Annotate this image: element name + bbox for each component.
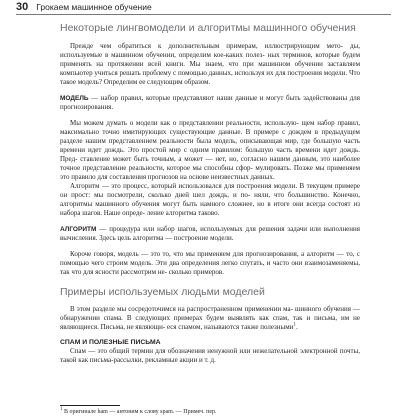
line: намного сложнее, но в итоге они всегда состоят из набора шагов. Наше опреде- — [60, 200, 361, 217]
page-body — [60, 22, 360, 365]
line: основе неизвестных данных. — [188, 173, 275, 181]
line: ставление может быть точным, а может — нет, но, согласно нашим данным, — [80, 155, 318, 163]
line: ление алгоритма таково. — [146, 209, 220, 217]
definition-text: — набор правил, которые представляют наши данные и могут быть — [88, 94, 301, 102]
paragraph-summary — [60, 250, 360, 277]
line: щем набор правил, максимально точно имитирующих существующие данные. — [60, 119, 361, 136]
line: Спам — это общий термин для обозначения ненужной или нежелательной — [70, 347, 298, 355]
footnote — [60, 408, 360, 416]
line: выявлять как спам, так и письма, им не являющиеся. Письма, не являющи- — [60, 314, 361, 331]
line: спутать, и часто они взаимозаменяемы, так что для ясности рассмотрим не- — [60, 259, 360, 276]
line: еся спамом, называются также полезными — [166, 323, 294, 331]
line: ных терминов, которые будем применять на протяжении всей книги. Мы знаем, — [60, 51, 360, 68]
line: а алгоритм — то, с помощью чего строим модель. Эти два определения легко — [60, 250, 361, 267]
definition-text: — процедура или набор шагов, используемых для решения задачи — [96, 225, 307, 233]
line: В примере с дождем в предыдущем разделе нашим представлением реальности — [60, 128, 360, 145]
line: электронной почты, такой как письма-рассылки, рекламные акции и т. д. — [60, 347, 360, 364]
line: ды, используемые в машинном обучении, определим кое-каких полез- — [60, 42, 360, 59]
section-heading-human-models: Примеры используемых людьми моделей — [60, 286, 265, 298]
line: Прежде чем обратиться к дополнительным примерам, иллюстрирующим мето- — [70, 42, 344, 50]
line: В этом разделе мы сосредоточимся на распространенном применении ма- — [70, 305, 293, 313]
definition-term-model: МОДЕЛЬ — [60, 95, 89, 102]
line: это наиболее точное представление реальности, которое мы способны сфор- — [60, 155, 361, 172]
line: была модель, описывающая мир, где большую часть времени идет дождь. Это — [60, 137, 360, 154]
header-rule — [16, 14, 391, 15]
line: простой мир с одним правилом: большую часть времени идет дождь. Пред- — [60, 146, 360, 163]
definition-term-algorithm: АЛГОРИТМ — [60, 226, 97, 233]
definition-text: или выполнения вычисления. Здесь цель алгоритма — построение модели. — [60, 225, 361, 242]
footnote-rule — [60, 405, 120, 406]
line: . — [295, 323, 298, 331]
page-number: 30 — [16, 0, 29, 13]
paragraph-spam-definition — [60, 347, 360, 365]
line: Короче говоря, модель — это то, что мы применяем для прогнозирования, — [70, 250, 299, 258]
definition-model — [60, 94, 360, 112]
line: Мы можем думать о модели как о представлении реальности, использую- — [70, 119, 299, 127]
paragraph-model-explanation — [60, 119, 360, 182]
definition-algorithm — [60, 225, 360, 243]
running-title: Грокаем машинное обучение — [36, 1, 152, 12]
footnote-text: В оригинале ham — антоним к слову spam. — Примеч. пер. — [62, 409, 217, 415]
section-heading-models-algorithms: Некоторые лингвомодели и алгоритмы машинного обучения — [60, 22, 356, 34]
subheading-spam-ham: СПАМ И ПОЛЕЗНЫЕ ПИСЬМА — [60, 339, 161, 346]
paragraph-spam-intro — [60, 305, 360, 332]
footnote-marker[interactable]: 1 — [293, 322, 296, 328]
paragraph-intro — [60, 42, 360, 87]
line: Алгоритм — это процесс, который использовался для построения модели. — [70, 182, 298, 190]
line: что при машинном обучении заставляем компьютер учиться решать проблему — [60, 60, 361, 77]
running-head — [16, 0, 391, 13]
definition-text: задействованы для прогнозирования. — [60, 94, 361, 111]
line: Определим ее следующим образом. — [103, 78, 211, 86]
footnote-number: 1 — [60, 407, 63, 412]
line: шинного обучения — обнаружении спама. В следующих примерах будем — [60, 305, 360, 322]
line: мулировать. Позже мы применяем это правило для составления прогнозов на — [60, 164, 361, 181]
paragraph-algorithm-intro — [60, 182, 360, 218]
line: няли, что большинство. Конечно, алгоритмы машинного обучения могут быть — [60, 191, 361, 208]
line: с помощью данных, используя их для построения модели. Что такое модель? — [60, 69, 361, 86]
line: сколько примеров. — [168, 268, 224, 276]
line: В текущем примере он прост: мы посмотрели, сколько дней шел дождь, и по- — [60, 182, 360, 199]
